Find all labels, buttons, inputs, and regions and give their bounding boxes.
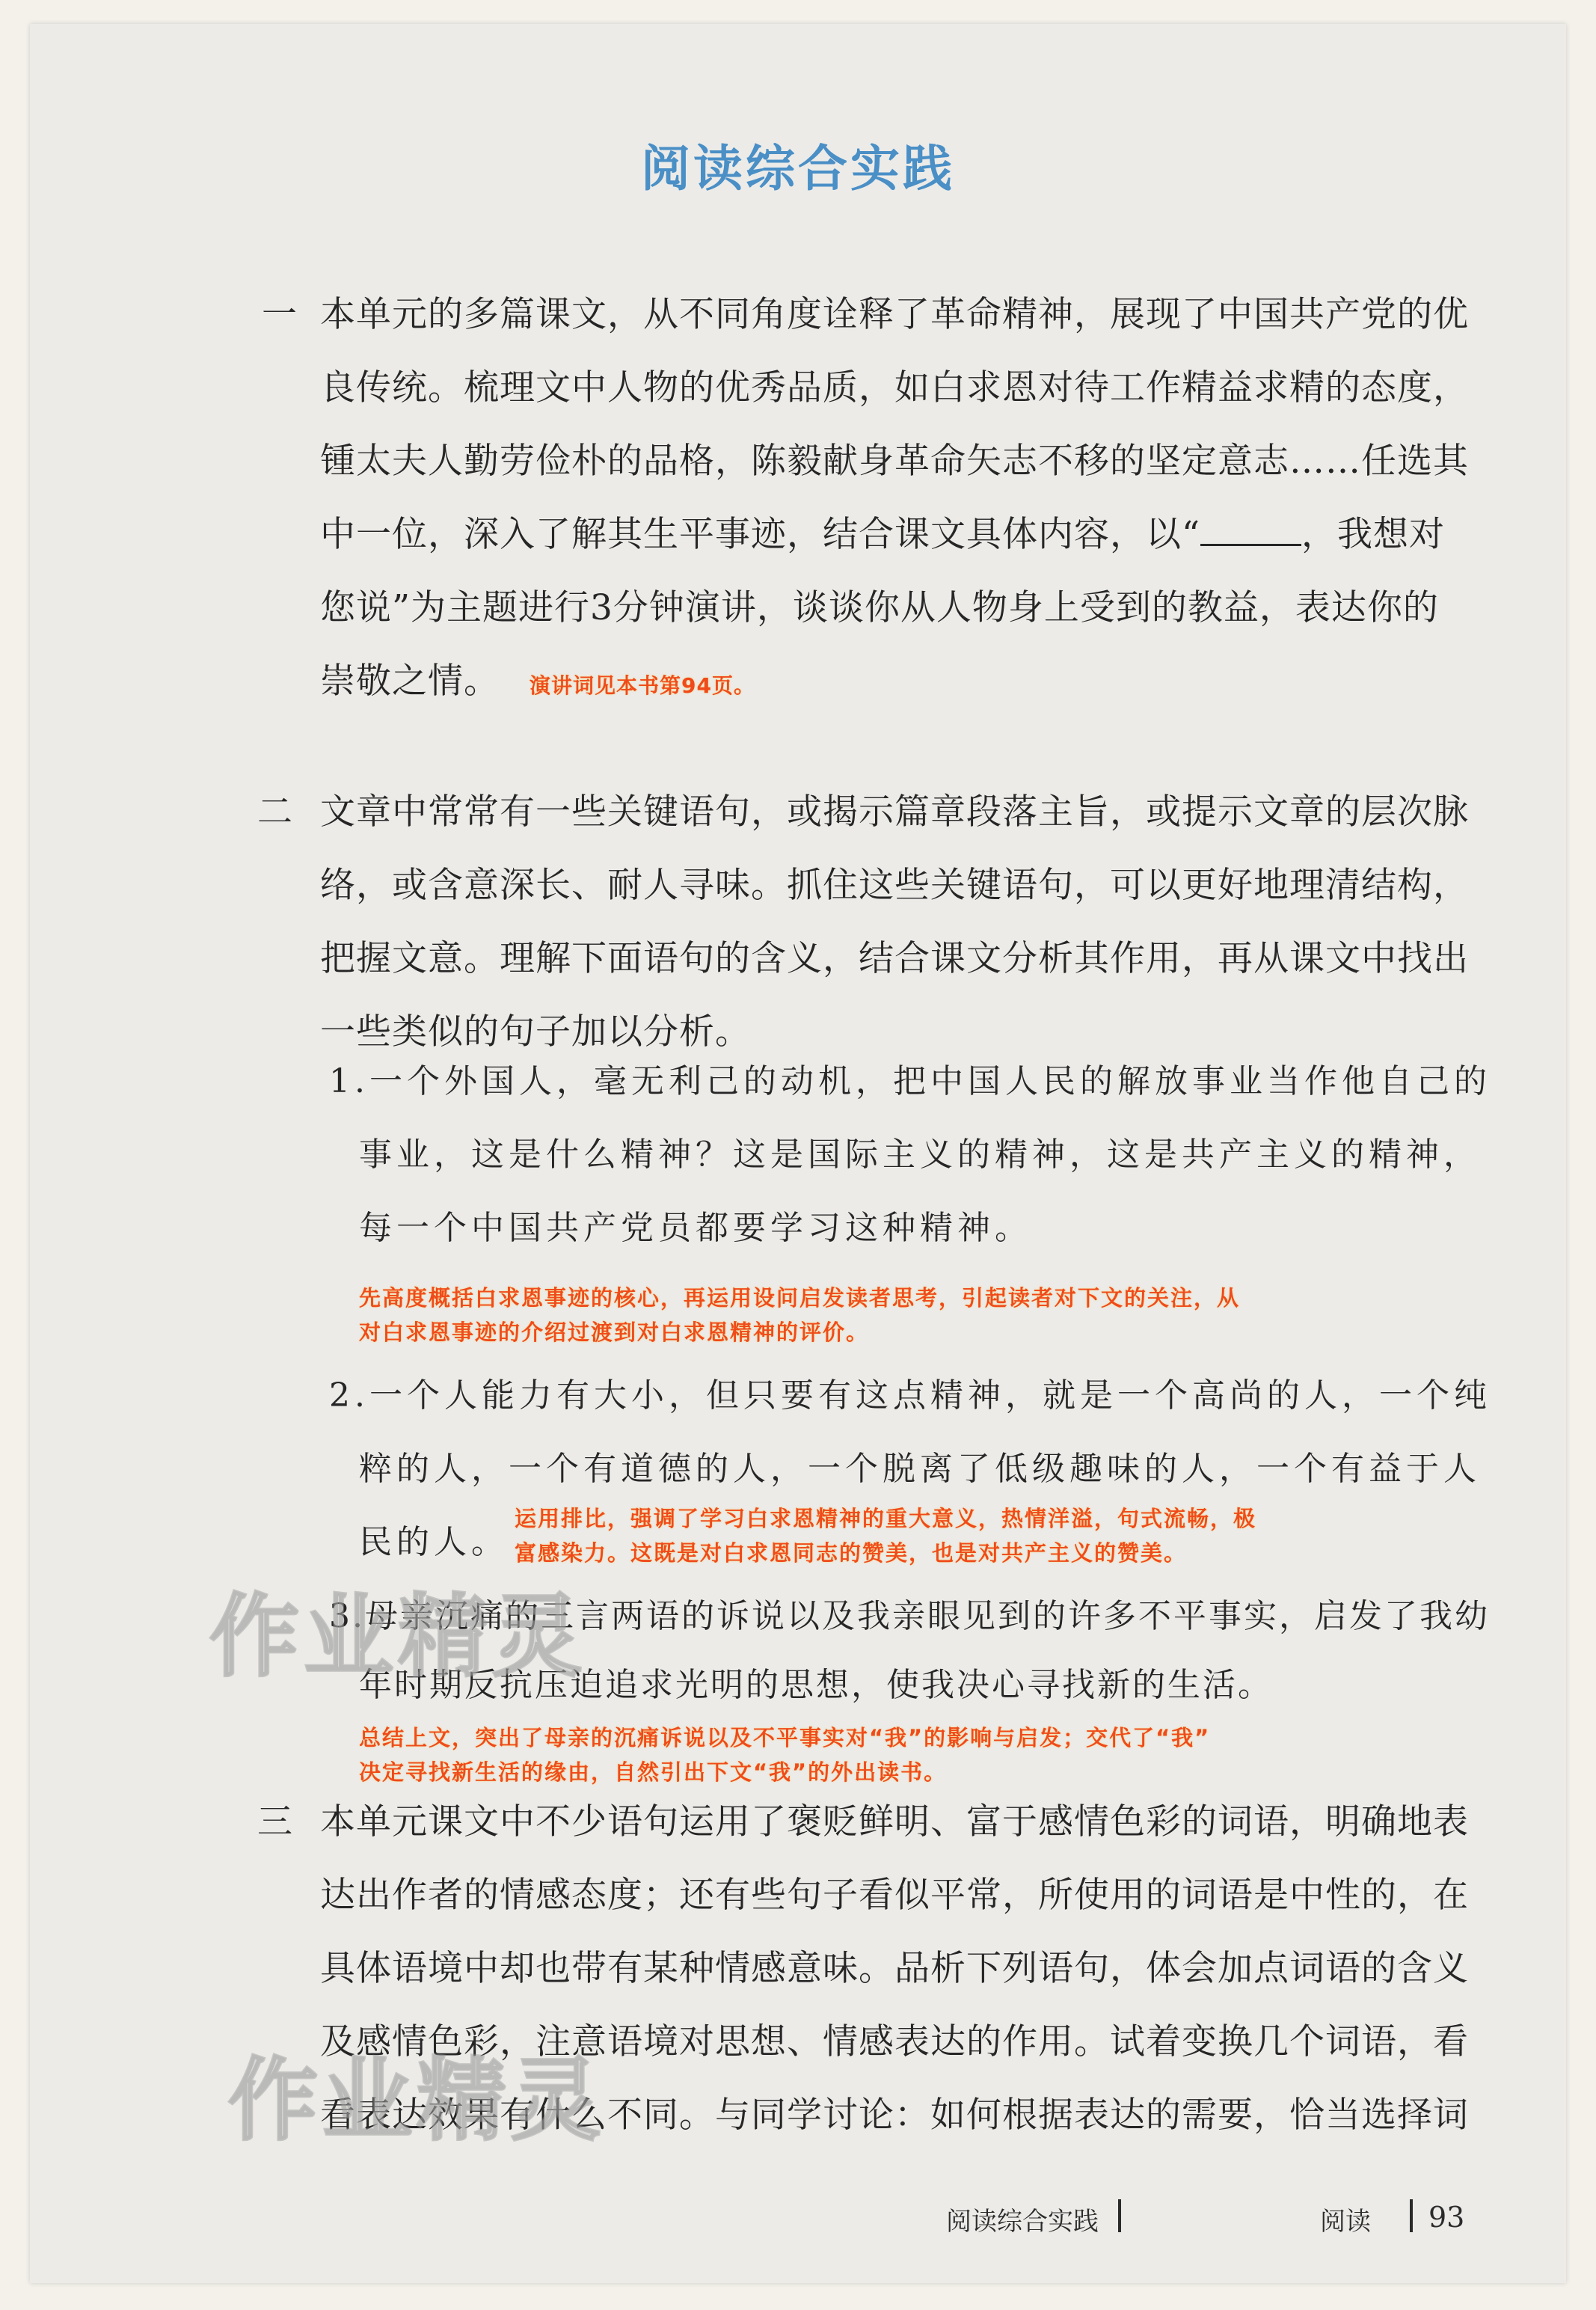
section-number: 三 [257, 1801, 293, 1842]
section-text-line [320, 498, 1446, 572]
section-text-line: 及感情色彩，注意语境对思想、情感表达的作用。试着变换几个词语，看 [320, 2021, 1469, 2062]
note-line: 富感染力。这既是对白求恩同志的赞美，也是对共产主义的赞美。 [515, 1540, 1188, 1566]
sentence-line: 年时期反抗压迫追求光明的思想，使我决心寻找新的生活。 [359, 1666, 1273, 1704]
sentence-line: 事业，这是什么精神？这是国际主义的精神，这是共产主义的精神， [359, 1136, 1481, 1174]
footer-chapter: 阅读综合实践 [946, 2207, 1099, 2237]
fill-in-blank[interactable] [1200, 517, 1301, 546]
handwritten-note [359, 1721, 1210, 1789]
section-text-fragment: 中一位，深入了解其生平事迹，结合课文具体内容，以“ [320, 514, 1201, 555]
sentence-line: 3.母亲沉痛的三言两语的诉说以及我亲眼见到的许多不平事实，启发了我幼 [329, 1597, 1490, 1635]
section-text-line: 您说”为主题进行3分钟演讲，谈谈你从人物身上受到的教益，表达你的 [320, 587, 1439, 628]
sentence-line: 粹的人，一个有道德的人，一个脱离了低级趣味的人，一个有益于人 [359, 1450, 1481, 1488]
section-text-line: 络，或含意深长、耐人寻味。抓住这些关键语句，可以更好地理清结构， [320, 865, 1469, 906]
section-number: 一 [262, 294, 298, 335]
section-text-line [320, 645, 1443, 723]
sentence-line: 民的人。 [359, 1523, 509, 1561]
section-text-line: 达出作者的情感态度；还有些句子看似平常，所使用的词语是中性的，在 [320, 1875, 1469, 1916]
section-text-line: 一些类似的句子加以分析。 [320, 1011, 751, 1053]
page-number: 93 [1428, 2201, 1465, 2234]
section-number: 二 [257, 791, 293, 833]
section-text-line: 把握文意。理解下面语句的含义，结合课文分析其作用，再从课文中找出 [320, 938, 1469, 979]
section-two [257, 776, 1469, 1069]
page-title: 阅读综合实践 [641, 140, 955, 197]
section-text-line: 文章中常常有一些关键语句，或揭示篇章段落主旨，或提示文章的层次脉 [320, 791, 1469, 833]
handwritten-note [359, 1281, 1240, 1349]
note-line: 对白求恩事迹的介绍过渡到对白求恩精神的评价。 [359, 1320, 870, 1345]
example-sentence-1 [329, 1045, 1491, 1265]
footer-divider [1410, 2199, 1413, 2232]
note-line: 决定寻找新生活的缘由，自然引出下文“我”的外出读书。 [359, 1759, 948, 1785]
section-text-line: 本单元的多篇课文，从不同角度诠释了革命精神，展现了中国共产党的优 [320, 294, 1469, 335]
section-text-line: 本单元课文中不少语句运用了褒贬鲜明、富于感情色彩的词语，明确地表 [320, 1801, 1469, 1842]
section-text-fragment: ，我想对 [1301, 514, 1446, 555]
note-line: 先高度概括白求恩事迹的核心，再运用设问启发读者思考，引起读者对下文的关注，从 [359, 1285, 1241, 1311]
section-text-fragment: 崇敬之情。 [320, 661, 500, 702]
watermark: 作业精灵 [228, 2049, 605, 2153]
footer-divider [1118, 2199, 1121, 2232]
sentence-line: 1.一个外国人，毫无利己的动机，把中国人民的解放事业当作他自己的 [329, 1062, 1491, 1100]
section-one [262, 278, 1469, 723]
handwritten-note: 演讲词见本书第94页。 [530, 673, 755, 698]
handwritten-note [515, 1501, 1256, 1570]
section-text-line: 良传统。梳理文中人物的优秀品质，如白求恩对待工作精益求精的态度， [320, 367, 1469, 408]
footer-unit: 阅读 [1320, 2207, 1371, 2237]
note-line: 总结上文，突出了母亲的沉痛诉说以及不平事实对“我”的影响与启发；交代了“我” [359, 1725, 1211, 1750]
sentence-line: 2.一个人能力有大小，但只要有这点精神，就是一个高尚的人，一个纯 [329, 1376, 1491, 1415]
sentence-line: 每一个中国共产党员都要学习这种精神。 [359, 1209, 1032, 1247]
section-text-line: 锺太夫人勤劳俭朴的品格，陈毅献身革命矢志不移的坚定意志……任选其 [320, 441, 1469, 482]
section-text-line: 看表达效果有什么不同。与同学讨论：如何根据表达的需要，恰当选择词 [320, 2095, 1469, 2136]
section-text-line: 具体语境中却也带有某种情感意味。品析下列语句，体会加点词语的含义 [320, 1948, 1469, 1989]
textbook-page [30, 24, 1566, 2283]
watermark: 作业精灵 [209, 1585, 586, 1689]
note-line: 运用排比，强调了学习白求恩精神的重大意义，热情洋溢，句式流畅，极 [515, 1506, 1257, 1531]
